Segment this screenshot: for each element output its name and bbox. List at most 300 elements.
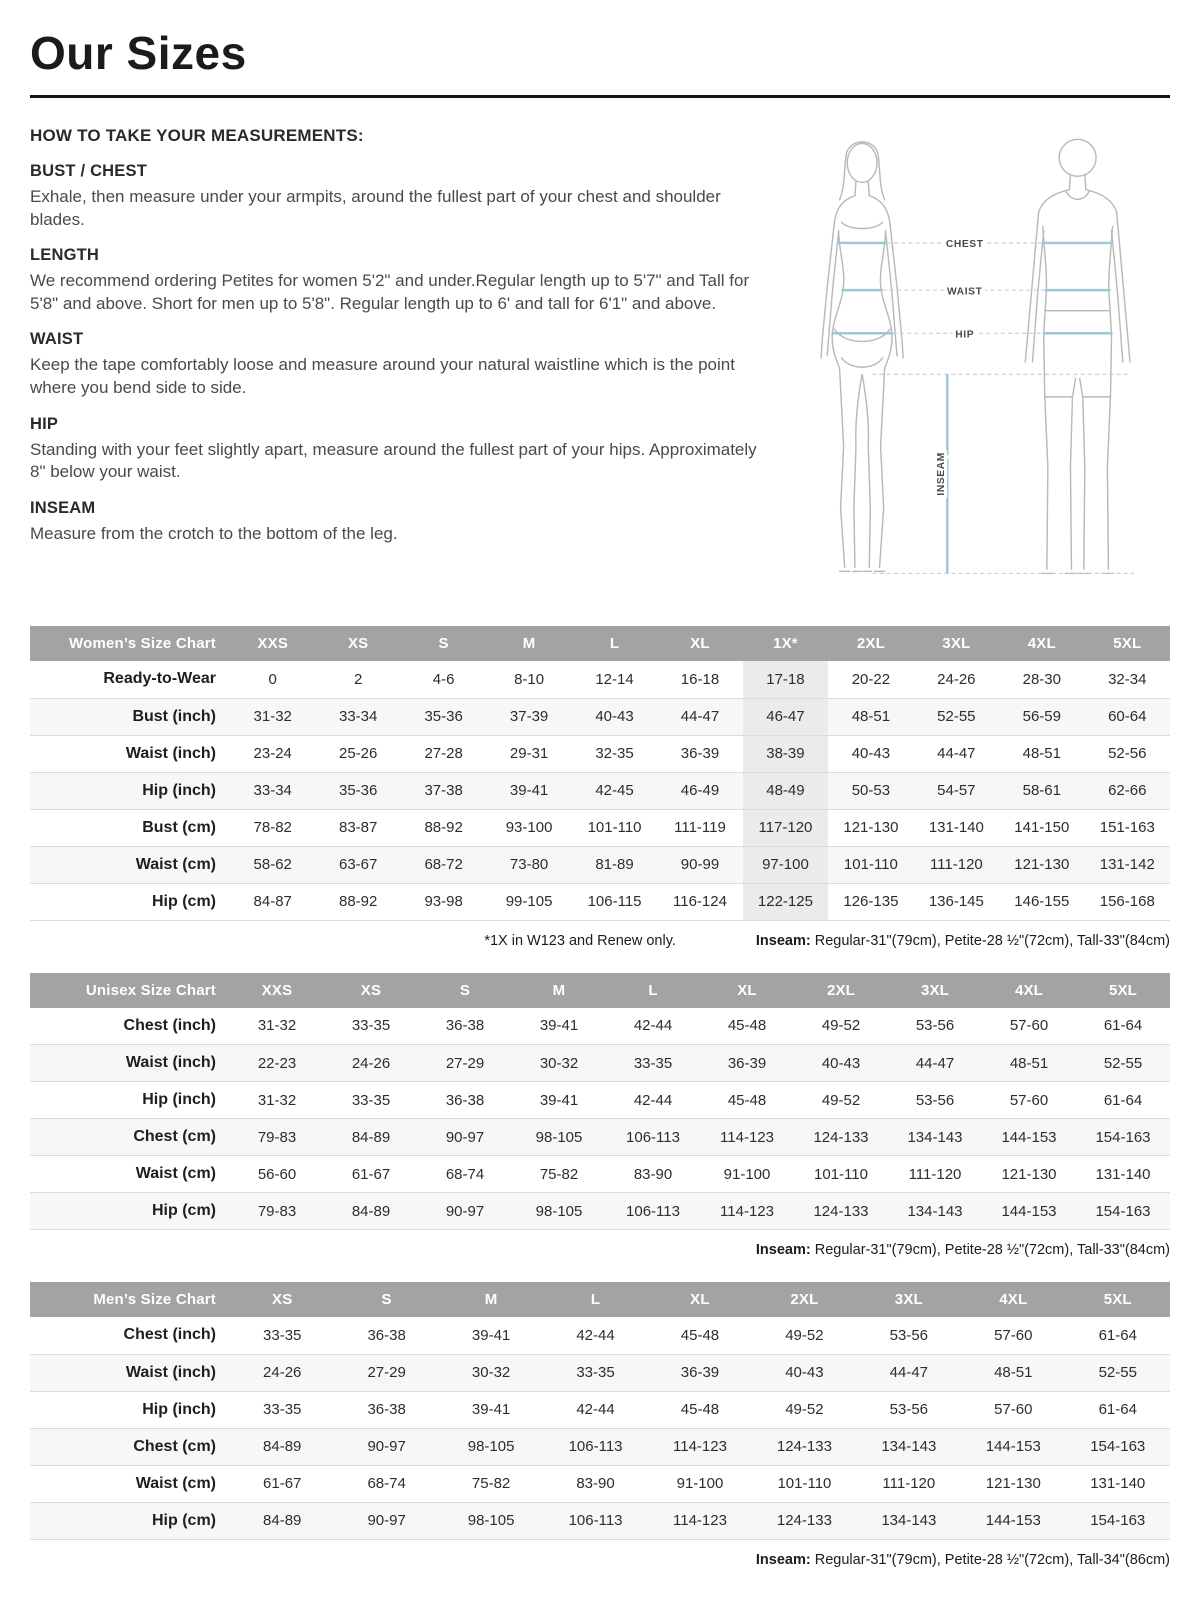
cell: 52-55 (1098, 1364, 1137, 1382)
cell: 28-30 (1022, 670, 1061, 688)
hip-label: HIP (955, 329, 975, 341)
top-section (30, 126, 1170, 600)
column-header: S (418, 973, 512, 1008)
column-header: XL (648, 1282, 752, 1317)
cell: 40-43 (785, 1364, 824, 1382)
cell: 42-44 (576, 1326, 615, 1344)
inseam-label: INSEAM (936, 452, 948, 496)
cell: 24-26 (263, 1364, 302, 1382)
cell: 134-143 (907, 1128, 963, 1146)
cell: 30-32 (471, 1364, 511, 1382)
female-figure-icon (821, 142, 903, 572)
cell: 124-133 (813, 1202, 869, 1220)
cell: 40-43 (821, 1054, 861, 1072)
cell: 46-49 (680, 782, 720, 800)
page-title: Our Sizes (30, 26, 1170, 98)
cell: 84-89 (263, 1438, 302, 1456)
cell: 46-47 (743, 698, 828, 735)
cell: 78-82 (253, 819, 292, 837)
section-body: We recommend ordering Petites for women 5'2" and under.Regular length up to 5'7" and Tall for 5'8" and above. Short for men up to 5'8". Regular length up to 6' and tall for 6'1" and above. (30, 271, 750, 313)
unisex-size-chart-block (30, 973, 1170, 1259)
cell: 88-92 (338, 893, 378, 911)
column-header: XS (315, 626, 400, 661)
cell: 33-35 (576, 1364, 615, 1382)
cell: 121-130 (1001, 1165, 1057, 1183)
column-header: 3XL (888, 973, 982, 1008)
cell: 124-133 (776, 1438, 832, 1456)
cell: 44-47 (680, 708, 720, 726)
cell: 111-120 (882, 1475, 936, 1493)
cell: 36-38 (445, 1017, 485, 1035)
cell: 62-66 (1108, 782, 1147, 800)
cell: 42-44 (576, 1401, 615, 1419)
section-bust-chest (30, 162, 765, 231)
cell: 42-45 (595, 782, 634, 800)
row-label: Waist (cm) (135, 855, 216, 873)
cell: 36-38 (445, 1091, 485, 1109)
cell: 84-87 (253, 893, 292, 911)
cell: 49-52 (821, 1091, 861, 1109)
cell: 68-74 (367, 1475, 406, 1493)
table-row (30, 846, 1170, 883)
cell: 37-38 (424, 782, 463, 800)
cell: 116-124 (673, 893, 727, 911)
size-tables (30, 626, 1170, 1568)
cell: 97-100 (743, 846, 828, 883)
cell: 101-110 (843, 856, 898, 874)
cell: 49-52 (785, 1326, 824, 1344)
unisex-size-chart (30, 973, 1170, 1231)
cell: 31-32 (257, 1017, 297, 1035)
cell: 90-97 (367, 1512, 406, 1530)
cell: 68-74 (445, 1165, 485, 1183)
row-label: Hip (inch) (142, 1091, 216, 1109)
section-title: INSEAM (30, 498, 96, 517)
cell: 44-47 (889, 1364, 929, 1382)
column-header: 3XL (857, 1282, 961, 1317)
row-label: Chest (inch) (123, 1326, 216, 1344)
cell: 63-67 (338, 856, 378, 874)
cell: 154-163 (1095, 1202, 1151, 1220)
column-header: L (606, 973, 700, 1008)
cell: 156-168 (1099, 893, 1155, 911)
table-row (30, 661, 1170, 698)
cell: 39-41 (539, 1017, 579, 1035)
cell: 57-60 (1009, 1091, 1049, 1109)
table-row (30, 1193, 1170, 1230)
cell: 61-64 (1103, 1017, 1143, 1035)
section-length (30, 246, 765, 315)
row-label: Waist (cm) (135, 1165, 216, 1183)
cell: 98-105 (467, 1438, 515, 1456)
cell: 48-51 (1009, 1054, 1049, 1072)
cell: 53-56 (889, 1326, 929, 1344)
cell: 121-130 (985, 1475, 1041, 1493)
cell: 90-97 (445, 1202, 485, 1220)
cell: 106-113 (626, 1202, 680, 1220)
cell: 33-35 (633, 1054, 673, 1072)
cell: 73-80 (509, 856, 549, 874)
cell: 52-55 (937, 708, 976, 726)
cell: 131-140 (928, 819, 984, 837)
cell: 33-35 (351, 1017, 391, 1035)
row-label: Chest (cm) (133, 1128, 216, 1146)
row-label: Hip (inch) (142, 781, 216, 799)
cell: 134-143 (881, 1512, 937, 1530)
cell: 144-153 (985, 1512, 1041, 1530)
row-label: Hip (cm) (152, 1202, 216, 1220)
cell: 35-36 (338, 782, 378, 800)
cell: 36-39 (680, 745, 720, 763)
row-label: Waist (cm) (135, 1474, 216, 1492)
cell: 93-100 (505, 819, 553, 837)
cell: 37-39 (509, 708, 549, 726)
cell: 75-82 (539, 1165, 579, 1183)
table-row (30, 1119, 1170, 1156)
cell: 98-105 (535, 1128, 583, 1146)
male-figure-icon (1025, 139, 1130, 573)
cell: 144-153 (985, 1438, 1041, 1456)
section-title: LENGTH (30, 246, 100, 265)
row-label: Waist (inch) (125, 744, 216, 762)
cell: 111-120 (929, 856, 983, 874)
column-header: M (486, 626, 571, 661)
cell: 83-87 (338, 819, 378, 837)
cell: 25-26 (338, 745, 378, 763)
cell: 134-143 (907, 1202, 963, 1220)
cell: 57-60 (994, 1401, 1033, 1419)
cell: 36-38 (367, 1326, 406, 1344)
table-row (30, 735, 1170, 772)
cell: 58-61 (1022, 782, 1061, 800)
cell: 56-59 (1022, 708, 1061, 726)
cell: 131-140 (1090, 1475, 1146, 1493)
cell: 58-62 (253, 856, 292, 874)
column-header: L (543, 1282, 647, 1317)
cell: 53-56 (915, 1091, 955, 1109)
cell: 57-60 (1009, 1017, 1049, 1035)
cell: 40-43 (851, 745, 891, 763)
section-title: BUST / CHEST (30, 162, 147, 180)
cell: 2 (354, 670, 363, 688)
asterisk-note: *1X in W123 and Renew only. (484, 932, 676, 949)
cell: 24-26 (937, 670, 976, 688)
cell: 39-41 (471, 1401, 511, 1419)
section-body: Measure from the crotch to the bottom of the leg. (30, 523, 398, 543)
cell: 49-52 (785, 1401, 824, 1419)
cell: 101-110 (587, 819, 642, 837)
cell: 98-105 (535, 1202, 583, 1220)
cell: 106-113 (568, 1512, 623, 1530)
section-title: WAIST (30, 330, 84, 349)
column-header: M (439, 1282, 543, 1317)
column-header: M (512, 973, 606, 1008)
cell: 49-52 (821, 1017, 861, 1035)
table-footnotes (30, 1242, 1170, 1258)
cell: 90-97 (367, 1438, 406, 1456)
cell: 33-35 (263, 1401, 302, 1419)
cell: 4-6 (432, 670, 455, 688)
cell: 146-155 (1014, 893, 1070, 911)
cell: 61-67 (351, 1165, 391, 1183)
cell: 45-48 (680, 1326, 720, 1344)
cell: 83-90 (633, 1165, 673, 1183)
row-label: Bust (inch) (132, 707, 216, 725)
row-label: Bust (cm) (142, 818, 216, 836)
header-row (30, 626, 1170, 661)
cell: 12-14 (595, 670, 634, 688)
section-waist (30, 330, 765, 399)
row-label: Ready-to-Wear (103, 670, 216, 688)
table-title: Women’s Size Chart (30, 626, 230, 661)
womens-size-chart-block (30, 626, 1170, 949)
cell: 60-64 (1108, 708, 1147, 726)
cell: 136-145 (928, 893, 984, 911)
cell: 106-115 (587, 893, 642, 911)
cell: 24-26 (351, 1054, 391, 1072)
cell: 101-110 (777, 1475, 832, 1493)
cell: 124-133 (776, 1512, 832, 1530)
column-header: 5XL (1076, 973, 1170, 1008)
table-footnotes (30, 933, 1170, 949)
inseam-note: Inseam: Regular-31"(79cm), Petite-28 ½"(72cm), Tall-33"(84cm) (755, 1242, 1170, 1259)
instructions-heading: HOW TO TAKE YOUR MEASUREMENTS: (30, 126, 364, 145)
cell: 91-100 (723, 1165, 771, 1183)
cell: 50-53 (851, 782, 891, 800)
section-inseam (30, 499, 765, 546)
column-header: 2XL (752, 1282, 856, 1317)
cell: 61-64 (1103, 1091, 1143, 1109)
cell: 48-49 (743, 772, 828, 809)
cell: 35-36 (424, 708, 463, 726)
cell: 53-56 (889, 1401, 929, 1419)
column-header: XS (324, 973, 418, 1008)
cell: 56-60 (257, 1165, 297, 1183)
column-header: 4XL (982, 973, 1076, 1008)
column-header: XS (230, 1282, 334, 1317)
cell: 111-119 (674, 819, 726, 837)
cell: 106-113 (568, 1438, 623, 1456)
inseam-note: Inseam: Regular-31"(79cm), Petite-28 ½"(72cm), Tall-33"(84cm) (755, 932, 1170, 949)
table-row (30, 772, 1170, 809)
cell: 151-163 (1099, 819, 1155, 837)
row-label: Waist (inch) (125, 1054, 216, 1072)
row-label: Hip (cm) (152, 1511, 216, 1529)
body-measurement-illustration (780, 128, 1170, 600)
cell: 45-48 (727, 1017, 767, 1035)
row-label: Chest (inch) (123, 1016, 216, 1034)
cell: 36-39 (727, 1054, 767, 1072)
section-hip (30, 415, 765, 484)
row-label: Chest (cm) (133, 1437, 216, 1455)
table-row (30, 1354, 1170, 1391)
cell: 48-51 (1022, 745, 1061, 763)
cell: 29-31 (509, 745, 549, 763)
cell: 114-123 (673, 1512, 727, 1530)
section-title: HIP (30, 414, 59, 433)
table-row (30, 1008, 1170, 1045)
cell: 42-44 (633, 1017, 673, 1035)
cell: 93-98 (424, 893, 463, 911)
cell: 33-35 (351, 1091, 391, 1109)
column-header: 3XL (914, 626, 999, 661)
measurement-instructions (30, 126, 765, 560)
cell: 30-32 (539, 1054, 579, 1072)
mens-size-chart (30, 1282, 1170, 1540)
table-title: Men’s Size Chart (30, 1282, 230, 1317)
cell: 39-41 (509, 782, 549, 800)
cell: 98-105 (467, 1512, 515, 1530)
cell: 39-41 (539, 1091, 579, 1109)
cell: 154-163 (1095, 1128, 1151, 1146)
table-row (30, 1082, 1170, 1119)
cell: 42-44 (633, 1091, 673, 1109)
cell: 45-48 (727, 1091, 767, 1109)
cell: 0 (268, 670, 277, 688)
cell: 31-32 (253, 708, 292, 726)
waist-label: WAIST (946, 286, 983, 298)
cell: 38-39 (743, 735, 828, 772)
cell: 36-39 (680, 1364, 720, 1382)
table-row (30, 698, 1170, 735)
cell: 44-47 (937, 745, 976, 763)
table-row (30, 1502, 1170, 1539)
row-label: Hip (inch) (142, 1400, 216, 1418)
mens-size-chart-block (30, 1282, 1170, 1568)
cell: 141-150 (1014, 819, 1070, 837)
cell: 134-143 (881, 1438, 937, 1456)
cell: 124-133 (813, 1128, 869, 1146)
cell: 114-123 (720, 1202, 774, 1220)
cell: 117-120 (743, 809, 828, 846)
cell: 32-35 (595, 745, 634, 763)
column-header: 5XL (1085, 626, 1170, 661)
cell: 84-89 (263, 1512, 302, 1530)
cell: 75-82 (471, 1475, 511, 1493)
measurement-lines (831, 243, 1134, 573)
cell: 79-83 (257, 1128, 297, 1146)
cell: 33-34 (338, 708, 378, 726)
header-row (30, 1282, 1170, 1317)
cell: 61-64 (1098, 1401, 1137, 1419)
table-row (30, 1465, 1170, 1502)
cell: 90-97 (445, 1128, 485, 1146)
header-row (30, 973, 1170, 1008)
cell: 27-29 (445, 1054, 485, 1072)
column-header: 4XL (999, 626, 1084, 661)
cell: 48-51 (851, 708, 891, 726)
table-title: Unisex Size Chart (30, 973, 230, 1008)
cell: 52-56 (1108, 745, 1147, 763)
column-header: L (572, 626, 657, 661)
table-row (30, 1428, 1170, 1465)
column-header: 1X* (743, 626, 828, 661)
cell: 48-51 (994, 1364, 1033, 1382)
cell: 101-110 (814, 1165, 868, 1183)
column-header: 4XL (961, 1282, 1065, 1317)
inseam-note: Inseam: Regular-31"(79cm), Petite-28 ½"(72cm), Tall-34"(86cm) (755, 1551, 1170, 1568)
cell: 106-113 (626, 1128, 680, 1146)
cell: 84-89 (351, 1202, 391, 1220)
cell: 144-153 (1001, 1202, 1057, 1220)
cell: 122-125 (743, 883, 828, 920)
cell: 45-48 (680, 1401, 720, 1419)
cell: 36-38 (367, 1401, 406, 1419)
cell: 16-18 (680, 670, 720, 688)
cell: 154-163 (1090, 1512, 1146, 1530)
cell: 44-47 (915, 1054, 955, 1072)
cell: 121-130 (843, 819, 899, 837)
cell: 99-105 (505, 893, 553, 911)
cell: 54-57 (937, 782, 976, 800)
row-label: Hip (cm) (152, 892, 216, 910)
cell: 27-29 (367, 1364, 406, 1382)
cell: 81-89 (595, 856, 634, 874)
table-row (30, 809, 1170, 846)
table-row (30, 1156, 1170, 1193)
column-header: XXS (230, 973, 324, 1008)
column-header: XXS (230, 626, 315, 661)
cell: 53-56 (915, 1017, 955, 1035)
table-row (30, 1391, 1170, 1428)
column-header: XL (700, 973, 794, 1008)
cell: 91-100 (676, 1475, 724, 1493)
column-header: 2XL (828, 626, 913, 661)
cell: 22-23 (257, 1054, 297, 1072)
cell: 61-64 (1098, 1326, 1137, 1344)
cell: 33-35 (263, 1326, 302, 1344)
cell: 68-72 (424, 856, 463, 874)
cell: 17-18 (743, 661, 828, 698)
cell: 57-60 (994, 1326, 1033, 1344)
cell: 111-120 (908, 1165, 962, 1183)
section-body: Exhale, then measure under your armpits, around the fullest part of your chest and shoulder blades. (30, 187, 721, 229)
table-row (30, 1317, 1170, 1354)
column-header: S (334, 1282, 438, 1317)
cell: 33-34 (253, 782, 292, 800)
cell: 83-90 (576, 1475, 615, 1493)
cell: 121-130 (1014, 856, 1070, 874)
cell: 32-34 (1108, 670, 1147, 688)
cell: 114-123 (673, 1438, 727, 1456)
cell: 23-24 (253, 745, 292, 763)
cell: 40-43 (595, 708, 634, 726)
cell: 61-67 (263, 1475, 302, 1493)
row-label: Waist (inch) (125, 1363, 216, 1381)
column-header: XL (657, 626, 742, 661)
measurement-diagram (780, 126, 1170, 600)
section-body: Keep the tape comfortably loose and measure around your natural waistline which is the point where you bend side to side. (30, 355, 735, 398)
cell: 84-89 (351, 1128, 391, 1146)
cell: 20-22 (851, 670, 891, 688)
cell: 131-142 (1099, 856, 1155, 874)
cell: 88-92 (424, 819, 463, 837)
table-footnotes (30, 1552, 1170, 1568)
column-header: S (401, 626, 486, 661)
cell: 114-123 (720, 1128, 774, 1146)
cell: 90-99 (680, 856, 720, 874)
cell: 27-28 (424, 745, 463, 763)
table-row (30, 1045, 1170, 1082)
chest-label: CHEST (945, 239, 984, 251)
cell: 52-55 (1103, 1054, 1143, 1072)
cell: 31-32 (257, 1091, 297, 1109)
cell: 144-153 (1001, 1128, 1057, 1146)
cell: 8-10 (514, 670, 545, 688)
section-body: Standing with your feet slightly apart, measure around the fullest part of your hips. Approximately 8" below your waist. (30, 439, 757, 482)
cell: 79-83 (257, 1202, 297, 1220)
cell: 154-163 (1090, 1438, 1146, 1456)
